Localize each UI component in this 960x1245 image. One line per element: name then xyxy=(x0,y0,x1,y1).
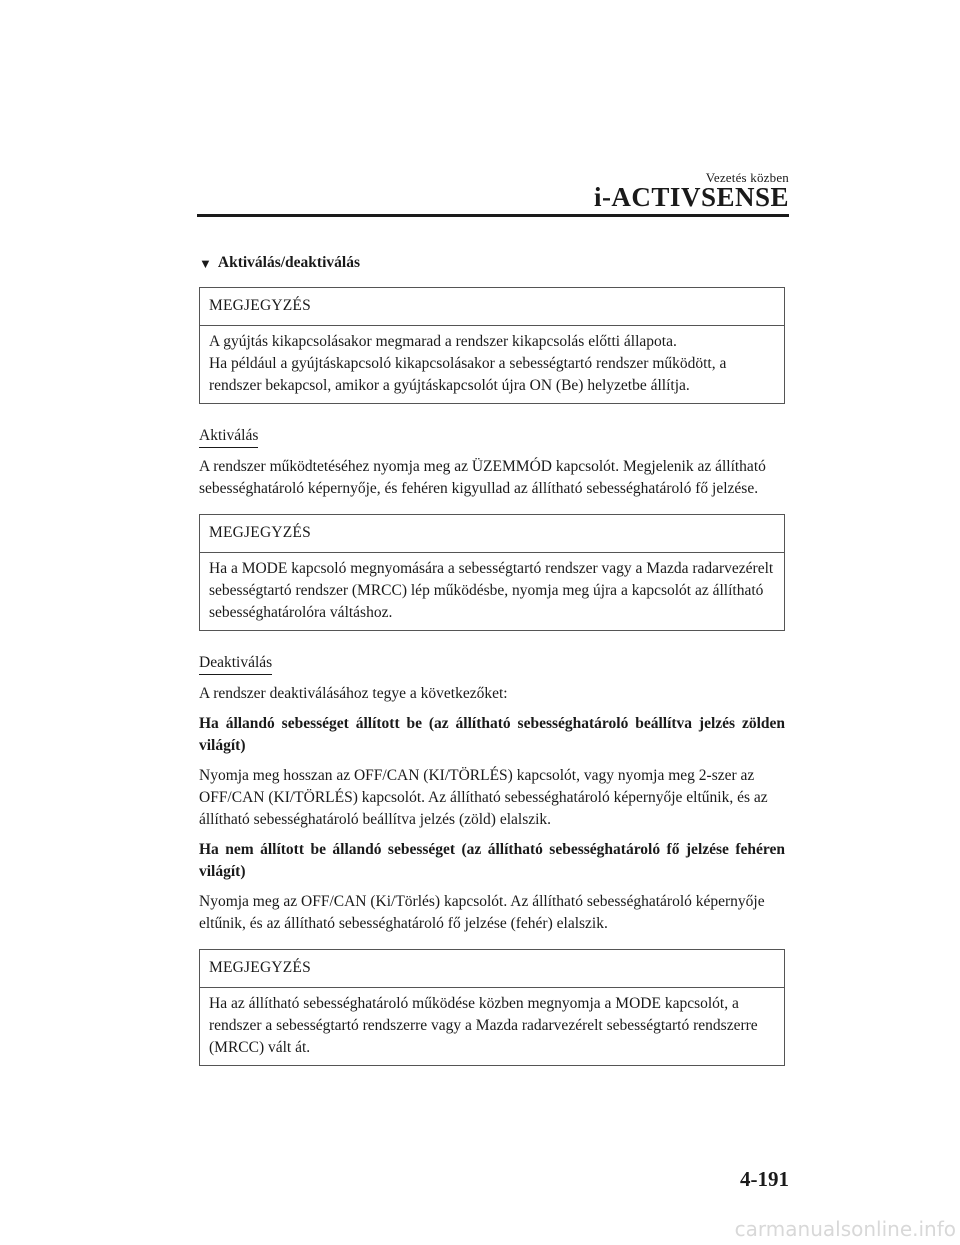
watermark: carmanualsonline.info xyxy=(734,1217,956,1241)
note-body xyxy=(200,553,784,630)
note-body xyxy=(200,988,784,1065)
case1-text: Nyomja meg hosszan az OFF/CAN (KI/TÖRLÉS) kapcsolót, vagy nyomja meg 2-szer az OFF/CAN (KI/TÖRLÉS) kapcsolót. Az állítható sebességhatároló képernyője eltűnik, és az állítható sebességhatároló beállítva jelzés (zöld) elalszik. xyxy=(199,767,768,828)
note-box-2 xyxy=(199,514,785,631)
header-rule xyxy=(197,214,789,217)
note-body xyxy=(200,326,784,403)
section-heading-text: Aktiválás/deaktiválás xyxy=(217,254,360,271)
page-number: 4-191 xyxy=(740,1167,789,1191)
case2-text: Nyomja meg az OFF/CAN (Ki/Törlés) kapcsolót. Az állítható sebességhatároló képernyője eltűnik, és az állítható sebességhatároló fő jelzése (fehér) elalszik. xyxy=(199,893,765,932)
note-line: A gyújtás kikapcsolásakor megmarad a rendszer kikapcsolás előtti állapota. xyxy=(209,333,677,350)
triangle-down-icon: ▼ xyxy=(199,256,212,271)
note-box-3 xyxy=(199,949,785,1066)
activation-text: A rendszer működtetéséhez nyomja meg az ÜZEMMÓD kapcsolót. Megjelenik az állítható sebességhatároló képernyője, és fehéren kigyullad az állítható sebességhatároló fő jelzése. xyxy=(199,458,766,497)
note-text: Ha a MODE kapcsoló megnyomására a sebességtartó rendszer vagy a Mazda radarvezérelt sebességtartó rendszer (MRCC) lép működésbe, nyomja meg újra a kapcsolót az állítható sebességhatárolóra váltáshoz. xyxy=(209,560,774,621)
page-content xyxy=(199,252,785,1087)
note-text: Ha az állítható sebességhatároló működése közben megnyomja a MODE kapcsolót, a rendszer a sebességtartó rendszerre vagy a Mazda radarvezérelt sebességtartó rendszerre (MRCC) vált át. xyxy=(209,995,758,1056)
note-title: MEGJEGYZÉS xyxy=(200,288,784,326)
chapter-label: Vezetés közben xyxy=(705,170,789,185)
note-line: Ha például a gyújtáskapcsoló kikapcsolásakor a sebességtartó rendszer működött, a rendszer bekapcsol, amikor a gyújtáskapcsolót újra ON (Be) helyzetbe állítja. xyxy=(209,355,727,394)
case2-heading: Ha nem állított be állandó sebességet (az állítható sebességhatároló fő jelzése fehéren világít) xyxy=(199,841,785,880)
deactivation-heading: Deaktiválás xyxy=(199,654,272,675)
deactivation-intro: A rendszer deaktiválásához tegye a következőket: xyxy=(199,685,508,702)
activation-heading: Aktiválás xyxy=(199,427,258,448)
section-heading xyxy=(199,252,785,274)
note-title: MEGJEGYZÉS xyxy=(200,950,784,988)
section-title: i-ACTIVSENSE xyxy=(593,182,789,212)
note-title: MEGJEGYZÉS xyxy=(200,515,784,553)
note-box-1 xyxy=(199,287,785,404)
case1-heading: Ha állandó sebességet állított be (az állítható sebességhatároló beállítva jelzés zölden világít) xyxy=(199,715,785,754)
